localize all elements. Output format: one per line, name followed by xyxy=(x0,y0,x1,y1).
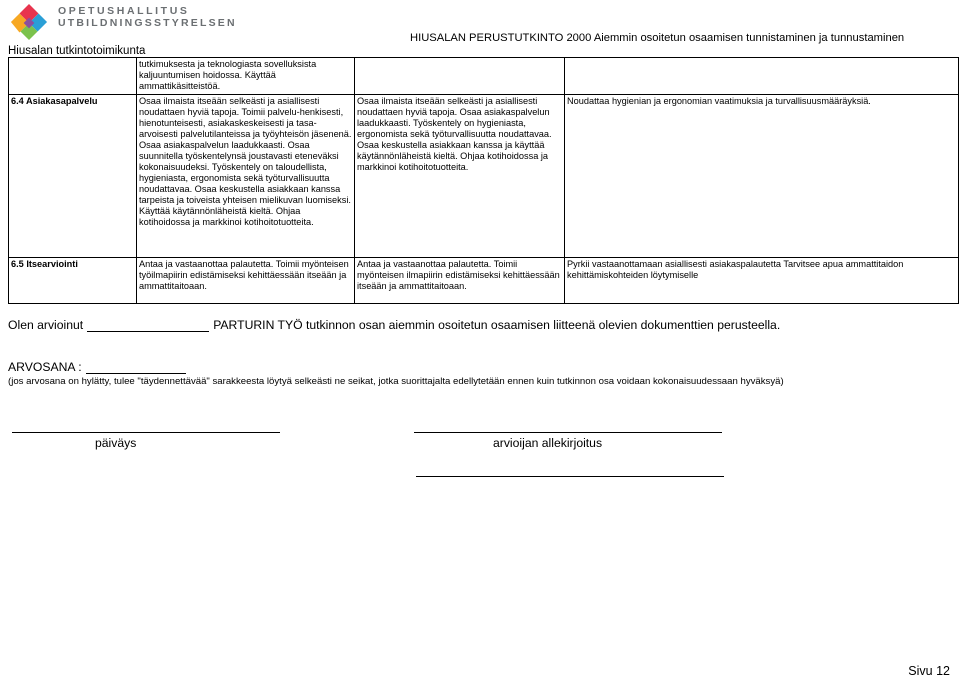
table-cell: Pyrkii vastaanottamaan asiallisesti asiakaspalautetta Tarvitsee apua ammattitaidon kehittämiskohteiden löytymiselle xyxy=(565,258,959,304)
table-row xyxy=(9,58,959,95)
table-cell: 6.5 Itsearviointi xyxy=(9,258,137,304)
signer-name-line[interactable] xyxy=(416,476,724,477)
table-cell: Osaa ilmaista itseään selkeästi ja asiallisesti noudattaen hyviä tapoja. Osaa asiakaspalvelun laadukkaasti. Työskentely on hygieniasta, ergonomista sekä työturvallisuutta noudattavaa. Osaa keskustella asiakkaan kanssa ja käyttää käytännönläheistä kieltä. Ohjaa kotihoidossa ja markkinoi kotihoitotuotteita. xyxy=(355,95,565,258)
grade-label: ARVOSANA : xyxy=(8,360,82,374)
table-cell xyxy=(355,58,565,95)
org-name-line1: OPETUSHALLITUS xyxy=(58,5,190,17)
date-signature-line[interactable] xyxy=(12,432,280,433)
table-cell xyxy=(9,58,137,95)
grade-note: (jos arvosana on hylätty, tulee "täydennettävää" sarakkeesta löytyä selkeästi ne seikat, jotka suorittajalta edellytetään ennen kuin tutkinnon osa voidaan kokonaisuudessaan hyväksyä) xyxy=(8,376,784,387)
opetushallitus-logo-icon xyxy=(10,3,48,41)
grade-field[interactable] xyxy=(86,362,186,374)
table-cell: Noudattaa hygienian ja ergonomian vaatimuksia ja turvallisuusmääräyksiä. xyxy=(565,95,959,258)
assessor-name-field[interactable] xyxy=(87,320,209,332)
table-cell: tutkimuksesta ja teknologiasta sovelluksista kaljuuntumisen hoidossa. Käyttää ammattikäsitteistöä. xyxy=(137,58,355,95)
date-label: päiväys xyxy=(95,436,137,450)
assessment-table xyxy=(8,57,959,304)
table-row xyxy=(9,95,959,258)
table-cell: Antaa ja vastaanottaa palautetta. Toimii myönteisen ilmapiirin edistämiseksi kehittäessään itseään ja ammattitaitoaan. xyxy=(355,258,565,304)
page-number: Sivu 12 xyxy=(908,664,950,678)
header-right-title: HIUSALAN PERUSTUTKINTO 2000 Aiemmin osoitetun osaamisen tunnistaminen ja tunnustaminen xyxy=(410,32,905,44)
signer-signature-line[interactable] xyxy=(414,432,722,433)
organization-name xyxy=(58,5,237,29)
statement-prefix: Olen arvioinut xyxy=(8,318,84,332)
grade-section xyxy=(8,360,186,374)
header-left-text: Hiusalan tutkintotoimikunta xyxy=(8,45,146,57)
statement-suffix: PARTURIN TYÖ tutkinnon osan aiemmin osoitetun osaamisen liitteenä olevien dokumenttien perusteella. xyxy=(213,318,781,332)
org-name-line2: UTBILDNINGSSTYRELSEN xyxy=(58,17,237,29)
table-row xyxy=(9,258,959,304)
table-cell: Antaa ja vastaanottaa palautetta. Toimii myönteisen työilmapiirin edistämiseksi kehittäessään itseään ja ammattitaitoaan. xyxy=(137,258,355,304)
assessment-statement xyxy=(8,318,780,332)
signer-label: arvioijan allekirjoitus xyxy=(493,436,603,450)
table-cell: 6.4 Asiakasapalvelu xyxy=(9,95,137,258)
table-cell xyxy=(565,58,959,95)
table-cell: Osaa ilmaista itseään selkeästi ja asiallisesti noudattaen hyviä tapoja. Toimii palvelu-henkisesti, hienotunteisesti, asiakaskeskeisesti ja tasa-arvoisesti palvelutilanteissa ja työyhteisön jäsenenä. Osaa asiakaspalvelun laadukkaasti. Osaa suunnitella työskentelynsä joustavasti eteneväksi kokonaisuudeksi. Työskentely on taloudellista, hygieniasta, ergonomista sekä työturvallisuutta noudattavaa. Osaa keskustella asiakkaan kanssa tarpeista ja toiveista yhteisen mielikuvan luomiseksi. Käyttää käytännönläheistä kieltä. Ohjaa kotihoidossa ja markkinoi kotihoitotuotteita. xyxy=(137,95,355,258)
